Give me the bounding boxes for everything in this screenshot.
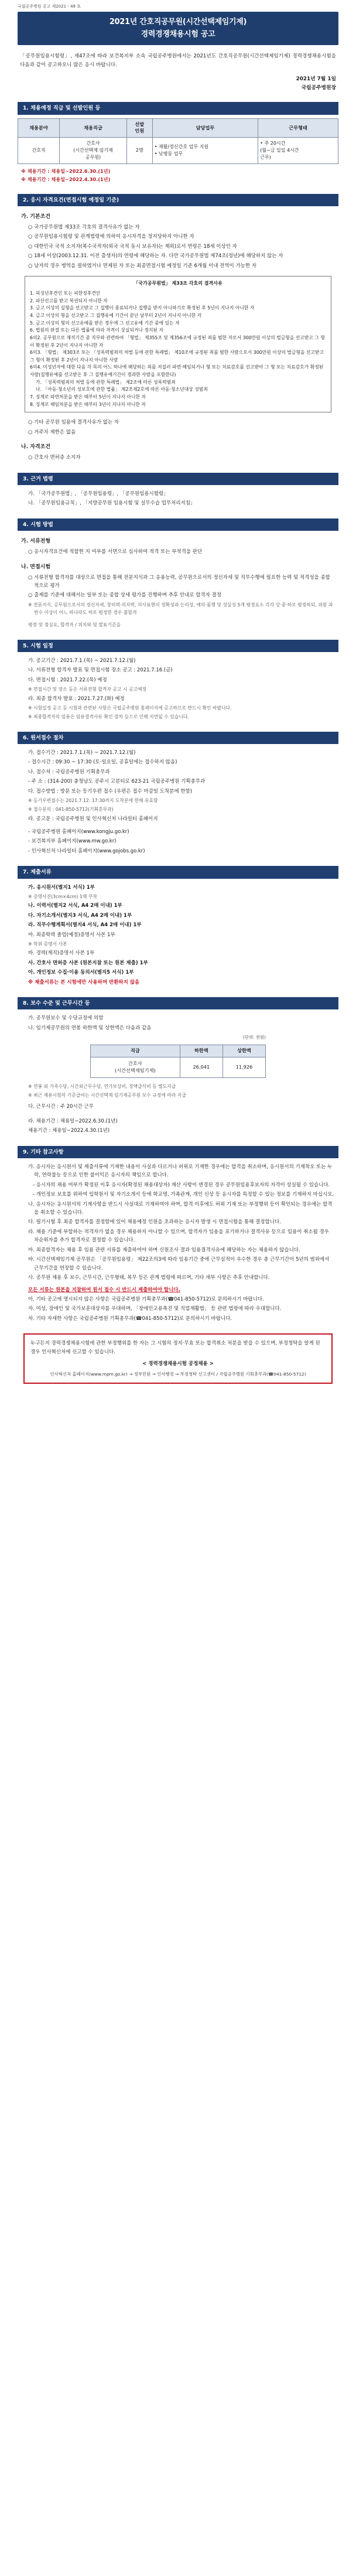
fair-hiring-warning-box [23, 1333, 333, 1384]
note-line: ※ 채용기간 : 채용일~2022.4.30.(1년) [21, 176, 111, 182]
box-line: 6의4. 미성년자에 대한 다음 각 목의 어느 하나에 해당하는 죄를 저질러 파면·해임되거나 형 또는 치료감호를 선고받아 그 형 또는 치료감호가 확정된 사람(집행유예를 선고받은 후 그 집행유예기간이 경과한 사람을 포함한다) [30, 364, 324, 378]
list-item: 사. 공무원 채용 후 보수, 근무시간, 근무형태, 복무 등은 관계 법령에 따르며, 기타 세부 사항은 추후 안내합니다. [28, 1275, 270, 1281]
section-2-header: 2. 응시 자격요건(면접시험 예정일 기준) [18, 194, 338, 206]
box-line: 5. 금고 이상의 형의 선고유예를 받은 경우에 그 선고유예 기간 중에 있는 자 [30, 320, 180, 326]
title-line-2: 경력경쟁채용시험 공고 [141, 29, 215, 39]
box-line: 나. 「아동·청소년의 성보호에 관한 법률」 제2조제2호에 따른 아동·청소년대상 성범죄 [36, 387, 208, 393]
col-grade [60, 118, 127, 138]
header-text: 채용직급 [84, 124, 102, 131]
position-table [18, 118, 338, 165]
col-worktype [258, 118, 338, 138]
warning-text: 누구든지 경력경쟁채용시험에 관한 부정행위를 한 자는 그 시험의 정지·무효 또는 합격취소 처분을 받을 수 있으며, 부정청탁을 알게 된 경우 인사혁신처에 신고할 수 있습니다. [30, 1340, 320, 1355]
report-contact: 인사혁신처 홈페이지(www.mpm.go.kr) → 정부민원 → 인사행정 → 부정청탁 신고센터 / 국립공주병원 기획총무과(☎041-850-5712) [50, 1371, 306, 1377]
list-item: ※ 등기우편접수는 2021.7.12. 17:30까지 도착분에 한해 유효함 [28, 798, 158, 804]
list-item: - 주 소 : (314-200) 충청남도 공주시 고분티로 623-21 국립공주병원 기획총무과 [28, 779, 206, 785]
col-field [18, 118, 60, 138]
list-item: 바. 시간선택제임기제 공무원은 「공무원임용령」 제22조의3에 따라 임용기간 중에 근무실적이 우수한 경우 총 근무기간이 5년의 범위에서 근무기간을 연장할 수 있습니다. [28, 1257, 330, 1271]
list-item: 가. 공무원보수 및 수당규정에 의함 [28, 1015, 104, 1022]
list-item: ○ 거주지 제한은 없음 [28, 429, 76, 435]
list-item: 가. 접수기간 : 2021.7.1.(목) ~ 2021.7.12.(월) [28, 749, 136, 756]
box-line: 7. 징계로 파면처분을 받은 때부터 5년이 지나지 아니한 자 [30, 394, 146, 400]
header-text: 선발 인원 [135, 121, 145, 134]
site-link-gojobs[interactable]: - 인사혁신처 나라일터 홈페이지(www.gojobs.go.kr) [28, 848, 145, 854]
title-banner [18, 12, 338, 45]
list-item: ○ 기타 공무원 임용에 결격사유가 없는 자 [28, 419, 119, 426]
list-item: 다. 근무시간 : 주 20시간 근무 [28, 1104, 94, 1110]
table-row [91, 1057, 266, 1077]
list-item: ※ 시험일정 공고 등 시험과 관련된 사항은 국립공주병원 홈페이지에 공고하므로 반드시 확인 바랍니다. [28, 705, 232, 711]
table-row [18, 138, 338, 164]
interview-footnote: 평정 및 점심요, 합격자 / 위치와 및 발표기준을 [28, 622, 121, 628]
section-7-header: 7. 제출서류 [18, 866, 338, 878]
section-1-header: 1. 채용예정 직급 및 선발인원 등 [18, 102, 338, 114]
list-item: 다. 접수방법 : 방문 또는 등기우편 접수 (우편은 접수 마감일 도착분에 한함) [28, 788, 193, 794]
list-item: - 응시자의 채용 여부가 확정된 이후 응시자(확정된 채용대상자) 재산 사항이 변경된 경우 공무원임용후보자의 자격이 상실될 수 있습니다. [33, 1182, 330, 1188]
box-line: 8. 징계로 해임처분을 받은 때부터 3년이 지나지 아니한 자 [30, 401, 146, 407]
list-item: 나. 「공무원임용규칙」, 「지방공무원 임용시험 및 실무수습 업무처리지침」 [28, 500, 196, 507]
list-item: 라. 직무수행계획서(별지4 서식, A4 2매 이내) 1부 [28, 922, 142, 929]
site-link-kongju[interactable]: - 국립공주병원 홈페이지(www.kongju.go.kr) [28, 828, 129, 835]
list-item: 가. 응시자는 응시원서 및 제출서류에 기재한 내용이 사실과 다르거나 허위로 기재한 경우에는 합격을 취소하며, 응시원서의 기재착오 또는 누락, 연락불능 등으로 인한 불이익은 응시자의 책임으로 합니다. [28, 1164, 333, 1179]
list-item: - 개인정보 보호를 위하여 입학원서 및 자기소개서 등에 학교명, 가족관계, 개인 신상 등 응시자를 특정할 수 있는 정보를 기재하지 마십시오. [33, 1192, 334, 1198]
salary-table [90, 1045, 266, 1078]
site-link-mw[interactable]: - 보건복지부 홈페이지(www.mw.go.kr) [28, 838, 117, 845]
list-item: 아. 개인정보 수집·이용 동의서(별지5 서식) 1부 [28, 970, 134, 976]
list-item: 라. 채용기간 : 채용일~2022.6.30.(1년) [28, 1118, 118, 1124]
title-line-1: 2021년 간호직공무원(시간선택제임기제) [109, 18, 247, 26]
box-line: 1. 피성년후견인 또는 피한정후견인 [30, 291, 101, 296]
warning-title: < 경력경쟁채용시험 공정채용 > [142, 1361, 214, 1367]
position-table-header [18, 118, 338, 138]
header-text: 근무형태 [289, 124, 307, 131]
list-item: 나. 응시자는 응시원서의 기재사항을 반드시 사실대로 기재하여야 하며, 합격 이후에도 허위 기재 또는 부정행위 등이 확인되는 경우에는 합격을 취소할 수 있습니다. [28, 1201, 333, 1216]
cell-min: 26,041 [180, 1057, 222, 1077]
box-line: 4. 금고 이상의 형을 선고받고 그 집행유예 기간이 끝난 날부터 2년이 지나지 아니한 자 [30, 313, 202, 319]
list-item: 다. 필기시험 후 최종 합격자를 결정함에 있어 채용예정 인원을 초과하는 응시자 발생 시 면접시험을 통해 결정합니다. [28, 1219, 281, 1226]
list-item: - 접수시간 : 09:30 ~ 17:30 (토·일요일, 공휴일에는 접수하지 않음) [28, 759, 177, 766]
list-item: ※ 연봉 외 가족수당, 시간외근무수당, 연가보상비, 정액급식비 등 별도지급 [28, 1083, 176, 1089]
salary-unit: (단위: 천원) [242, 1035, 266, 1040]
section-8-header: 8. 보수 수준 및 근무시간 등 [18, 997, 338, 1009]
list-item: ○ 공무원임용시험령 및 관계법령에 의하여 응시자격을 정지당하지 아니한 자 [28, 234, 194, 240]
list-item: ○ 출제를 기준에 대해서는 일부 또는 종합 상세 평가를 진행하며 추후 안내로 합격자 결정 [28, 592, 221, 599]
box-line: 3. 금고 이상의 실형을 선고받고 그 집행이 종료되거나 집행을 받지 아니하기로 확정된 후 5년이 지나지 아니한 자 [30, 305, 255, 311]
col-min: 하한액 [180, 1045, 222, 1057]
cell-grade: 간호사 (시간선택제 임기제 공무원) [60, 138, 127, 164]
cell-count: 2명 [126, 138, 152, 164]
box-title: 「국가공무원법」 제33조 각호의 결격사유 [134, 281, 222, 286]
list-item: 자. 여성, 장애인 및 국가보훈대상자를 우대하며, 「장애인고용촉진 및 직업재활법」 등 관련 법령에 따라 우대합니다. [28, 1306, 282, 1312]
box-line: 2. 파산선고를 받고 복권되지 아니한 자 [30, 298, 108, 303]
list-item: 바. 경력(재직)증명서 사본 1부 [28, 950, 95, 957]
list-item: 채용기간 : 채용일~2022.4.30.(1년) [28, 1128, 110, 1134]
section-6-header: 6. 원서접수 절차 [18, 732, 338, 744]
list-item: 라. 채용 기준에 부합하는 적격자가 없을 경우 채용하지 아니할 수 있으며, 합격자가 임용을 포기하거나 결격사유 등으로 임용이 취소될 경우 차순위자를 추가 합격자로 결정할 수 있습니다. [28, 1229, 329, 1244]
box-line: 6의3. 「형법」 제303조 또는 「성폭력범죄의 처벌 등에 관한 특례법」 제10조에 규정된 죄를 범한 사람으로서 300만원 이상의 벌금형을 선고받고 그 형이 확정된 후 2년이 지나지 아니한 사람 [30, 350, 324, 363]
cell-max: 11,926 [222, 1057, 265, 1077]
employment-period-notes [21, 168, 335, 183]
list-item: 가. 공고기간 : 2021.7.1.(목) ~ 2021.7.12.(월) [28, 658, 136, 664]
section-9-header: 9. 기타 참고사항 [18, 1146, 338, 1158]
header-text: 담당업무 [196, 124, 215, 131]
section-3-header: 3. 근거 법령 [18, 473, 338, 485]
list-item: ○ 간호사 면허증 소지자 [28, 455, 81, 461]
list-item: ※ 접수문의 : 041-850-5712(기획총무과) [28, 807, 114, 813]
box-line: 6의2. 공무원으로 재직기간 중 직무와 관련하여 「형법」 제355조 및 제356조에 규정된 죄를 범한 자로서 300만원 이상의 벌금형을 선고받고 그 형이 확정된 후 2년이 지나지 아니한 자 [30, 335, 325, 348]
list-item: 가. 「국가공무원법」, 「공무원임용령」, 「공무원임용시험령」 [28, 490, 169, 497]
list-item: 다. 면접시험 : 2021.7.22.(목) 예정 [28, 677, 107, 683]
list-item: ○ 서류전형 합격자를 대상으로 면접을 통해 전문지식과 그 응용능력, 공무원으로서의 정신자세 및 직무수행에 필요한 능력 및 적격성을 종합적으로 평가 [28, 574, 330, 589]
cell-duty: • 재활/정신간호 업무 지원 • 낮병동 업무 [152, 138, 258, 164]
box-line: 6. 법원의 판결 또는 다른 법률에 따라 자격이 상실되거나 정지된 자 [30, 327, 164, 333]
list-item: ○ 대한민국 국적 소지자(복수국적자(외국 국적 동시 보유자)는 제외)로서 연령은 18세 이상인 자 [28, 243, 237, 250]
salary-table-header [91, 1045, 266, 1057]
col-grade: 직급 [91, 1045, 180, 1057]
highlight-notice: 모든 서류는 원본을 지참하여 원서 접수 시 반드시 제출하여야 합니다. [28, 1287, 180, 1293]
list-item: 아. 기타 공고에 명시되지 않은 사항은 국립공주병원 기획총무과(☎041-850-5712)로 문의하시기 바랍니다. [28, 1296, 264, 1302]
list-item: 나. 임기제공무원의 연봉 하한액 및 상한액은 다음과 같음 [28, 1025, 152, 1031]
list-item: 라. 공고문 : 국립공주병원 및 인사혁신처 나라일터 홈페이지 [28, 816, 158, 822]
document-reference: 국립공주병원 공고 제2021 - 49 호 [18, 4, 81, 9]
cell-grade: 간호사 (시간선택제임기제) [91, 1057, 180, 1077]
cell-worktype: • 주 20시간 (월~금 일일 4시간 근무) [258, 138, 338, 164]
list-item: 가. 응시원서(별지1 서식) 1부 [28, 884, 95, 890]
list-item: 나. 이력서(별지2 서식, A4 2매 이내) 1부 [28, 903, 122, 909]
section-4-header: 4. 시험 방법 [18, 518, 338, 531]
section-5-header: 5. 시험 일정 [18, 640, 338, 652]
announcement-date: 2021년 7월 1일 [296, 76, 336, 82]
col-max: 상한액 [222, 1045, 265, 1057]
list-item: 차. 기타 자세한 사항은 국립공주병원 기획총무과(☎041-850-5712)로 문의하시기 바랍니다. [28, 1315, 232, 1322]
list-item: 나. 접수처 : 국립공주병원 기획총무과 [28, 769, 110, 775]
box-line: 가. 「성폭력범죄의 처벌 등에 관한 특례법」 제2조에 따른 성폭력범죄 [36, 379, 176, 385]
col-duty [152, 118, 258, 138]
list-item: ○ 남자의 경우 병역을 필하였거나 면제된 자 또는 최종면접시험 예정일 기준 6개월 이내 전역이 가능한 자 [28, 262, 257, 269]
list-item: 다. 자기소개서(별지3 서식, A4 2매 이내) 1부 [28, 912, 132, 919]
list-item: ○ 18세 이상(2003.12.31. 이전 출생자)의 연령에 해당하는 자. 다만 국가공무원법 제74조(정년)에 해당하지 않는 자 [28, 253, 283, 260]
list-item: ※ 제출서류는 본 시험에만 사용하며 반환하지 않음 [28, 979, 140, 985]
intro-paragraph: 「공무원임용시험령」, 제47조에 따라 보건복지부 소속 국립공주병원에서는 2021년도 간호직공무원(시간선택제임기제) 경력경쟁채용시험을 다음과 같이 공고하오니 많은 응시 바랍니다. [20, 53, 336, 68]
list-item: 마. 최종합격자는 채용 후 임용 관련 서류를 제출하여야 하며 신원조사 결과 임용결격사유에 해당하는 자는 채용하지 않습니다. [28, 1247, 300, 1253]
col-count [126, 118, 152, 138]
list-item: ※ 증명사진(3cm×4cm) 1매 부착 [28, 894, 97, 900]
list-item: 나. 서류전형 합격자 발표 및 면접시험 장소 공고 : 2021.7.16.(금) [28, 667, 173, 674]
subsection-document-screening: 가. 서류전형 [21, 538, 51, 545]
list-item: ※ 면접시간 및 장소 등은 서류전형 합격자 공고 시 공고예정 [28, 687, 147, 692]
list-item: ※ 최종합격자의 임용은 임용결격사유 확인 절차 등으로 인해 지연될 수 있습니다. [28, 714, 189, 720]
list-item: 사. 간호사 면허증 사본 (원본지참 또는 원본 제출) 1부 [28, 960, 148, 966]
note-line: ※ 채용기간 : 채용일~2022.6.30.(1년) [21, 168, 111, 175]
list-item: 라. 최종 합격자 발표 : 2021.7.27.(화) 예정 [28, 695, 125, 702]
list-item: ※ 학위 증명서 사본 [28, 941, 67, 947]
subsection-qualification: 나. 자격조건 [21, 444, 51, 451]
disqualification-box [25, 276, 331, 412]
subsection-interview: 나. 면접시험 [21, 564, 51, 570]
list-item: ○ 국가공무원법 제33조 각호의 결격사유가 없는 자 [28, 224, 140, 231]
list-item: ※ 최근 채용시험의 기준급여는 시간선택제 임기제공무원 보수 규정에 따라 지급 [28, 1092, 186, 1098]
list-item: ○ 응시자격요건에 적합한 지 여부를 서면으로 심사하여 적격 또는 부적격을 판단 [28, 549, 203, 555]
announcement-organization: 국립공주병원장 [301, 84, 336, 91]
list-item: 마. 최종학력 졸업(예정)증명서 사본 1부 [28, 932, 115, 938]
subsection-basic-conditions: 가. 기본조건 [21, 213, 51, 220]
list-item: ※ 전문지식, 공무원으로서의 정신자세, 창의력·의지력, 의사표현의 정확성과 논리성, 예의·품행 및 성실성 5개 평정요소 각각 상·중·하로 평정하되, 위원 과반수 이상이 어느 하나라도 하로 평정한 경우 불합격 [28, 602, 333, 616]
header-text: 채용분야 [29, 124, 48, 131]
cell-field: 간호직 [18, 138, 60, 164]
